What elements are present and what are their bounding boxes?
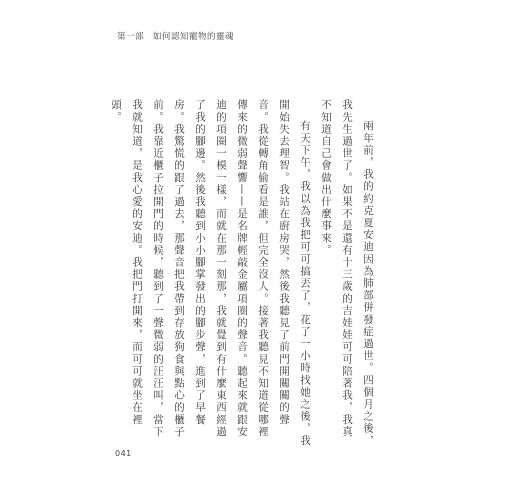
paragraph-1: 兩年前，我的約克夏安迪因為肺部併發症過世。四個月之後，我先生過世了。如果不是還有十三歲的吉娃娃可可陪著我，我真不知道自己會做出什麼事來。 [320, 99, 374, 447]
page-number: 041 [115, 449, 132, 458]
running-header: 第一部 如何認知寵物的靈魂 [117, 32, 235, 42]
body-text [110, 99, 378, 449]
paragraph-2: 有天下午，我以為我把可可搞丟了，花了一小時找她之後，我開始失去理智。我站在廚房哭，然後我聽見了前門開關關的聲音。我從轉角偷看是誰，但完全沒人。接著我聽見不知道從哪裡傳來的微弱聲響——是名牌輕敲金屬項圈的聲音。聽起來就跟安迪的項圈一模一樣，而就在那一刻那，我就覺到有什麼東西經過了我的腳邊。然後我聽到小小腳掌發出的腳步聲，進到了早餐房。我驚慌的跟了過去，那聲音把我帶到存放狗食與點心的櫃子前。我靠近櫃子拉開門的時候，聽到了一聲微弱的汪汪叫，當下我就知道，是我心愛的安迪。我把門打開來，而可可就坐在裡頭。 [110, 99, 311, 447]
